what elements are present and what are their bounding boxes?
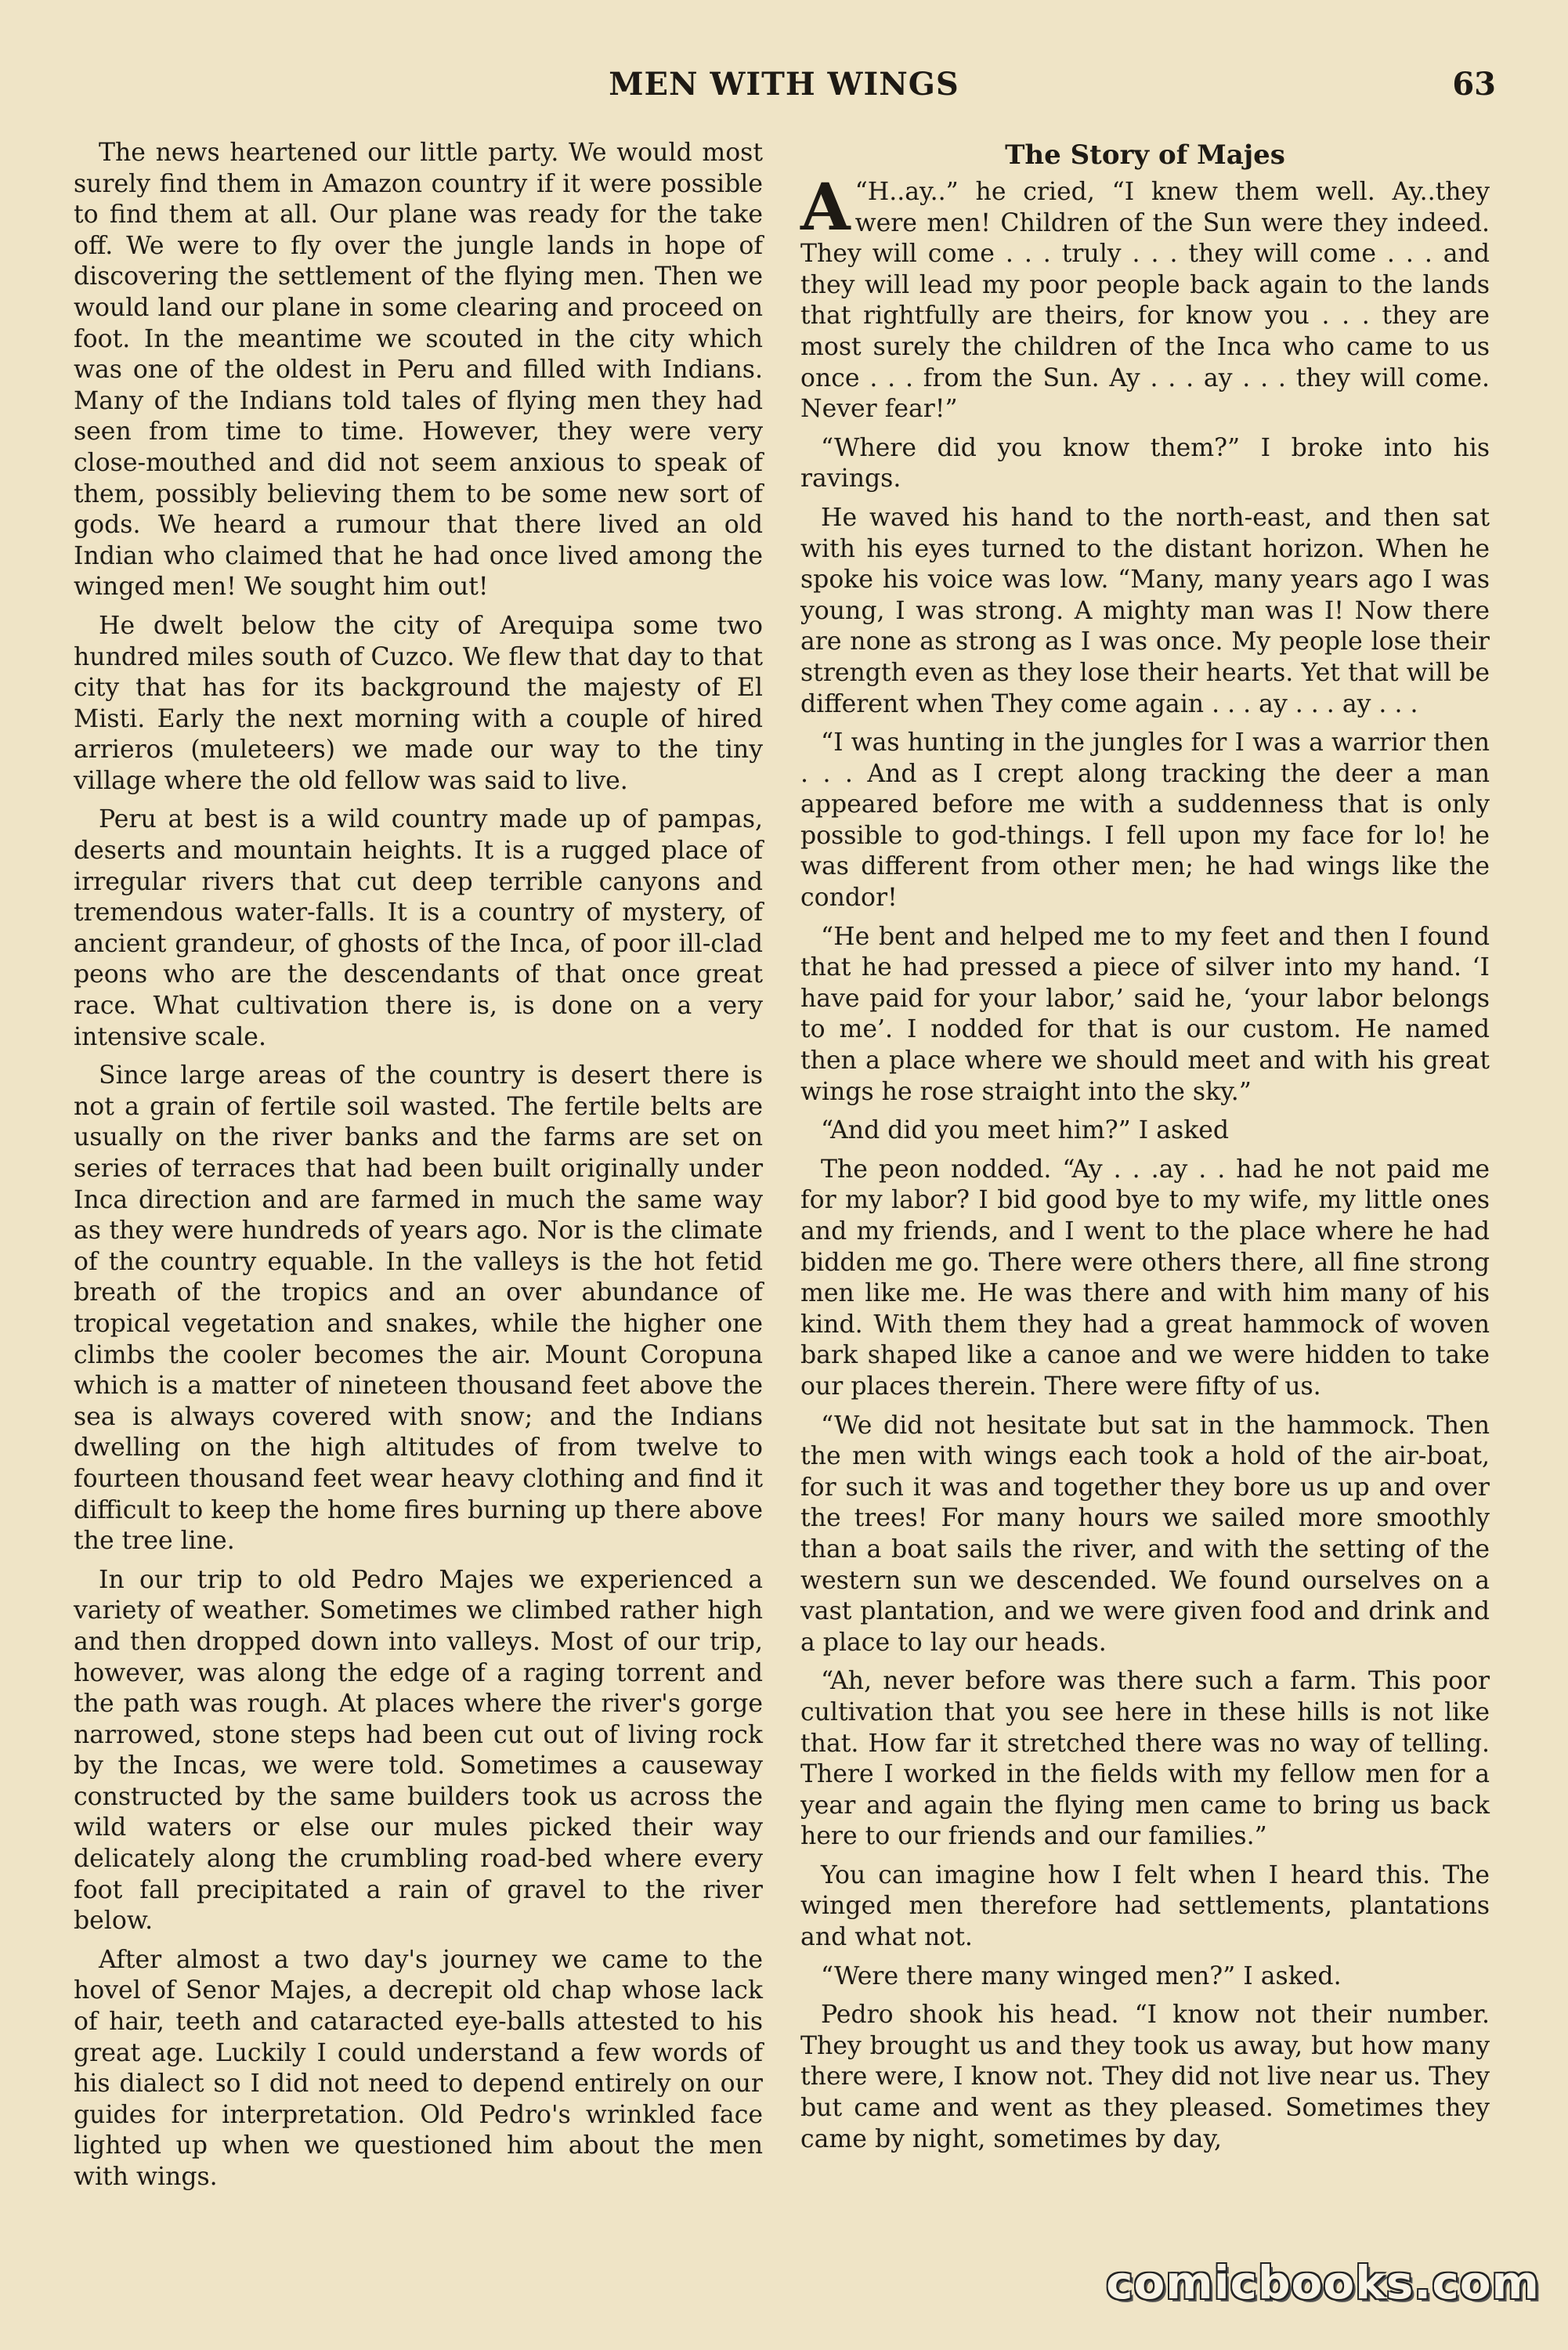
opening-quote: “ bbox=[854, 178, 868, 206]
left-column bbox=[74, 138, 763, 2201]
paragraph: “He bent and helped me to my feet and then I found that he had pressed a piece of silver into my hand. ‘I have paid for your labor,’ said he, ‘your labor belongs to me’. I nodded for that is our custom. He named then a place where we should meet and with his great wings he rose straight into the sky.” bbox=[800, 922, 1490, 1106]
paragraph: In our trip to old Pedro Majes we experienced a variety of weather. Sometimes we climbed rather high and then dropped down into valleys. Most of our trip, however, was along the edge of a raging torrent and the path was rough. At places where the river's gorge narrowed, stone steps had been cut out of living rock by the Incas, we were told. Sometimes a causeway constructed by the same builders took us across the wild waters or else our mules picked their way delicately along the crumbling road-bed where every foot fall precipitated a rain of gravel to the river below. bbox=[74, 1565, 763, 1936]
paragraph: You can imagine how I felt when I heard this. The winged men therefore had settlements, plantations and what not. bbox=[800, 1860, 1490, 1952]
page-number: 63 bbox=[1452, 66, 1496, 103]
paragraph: “Ah, never before was there such a farm. This poor cultivation that you see here in these hills is not like that. How far it stretched there was no way of telling. There I worked in the fields with my fellow men for a year and again the flying men came to bring us back here to our friends and our families.” bbox=[800, 1667, 1490, 1851]
running-title: MEN WITH WINGS bbox=[609, 66, 959, 103]
running-head bbox=[72, 66, 1496, 113]
paragraph: “Were there many winged men?” I asked. bbox=[821, 1961, 1342, 1990]
drop-cap: A bbox=[800, 170, 851, 245]
paragraph: Since large areas of the country is desert there is not a grain of fertile soil wasted. The fertile belts are usually on the river banks and the farms are set on series of terraces that had been built originally under Inca direction and are farmed in much the same way as they were hundreds of years ago. Nor is the climate of the country equable. In the valleys is the hot fetid breath of the tropics and an over abundance of tropical vegetation and snakes, while the higher one climbs the cooler becomes the air. Mount Coropuna which is a matter of nineteen thousand feet above the sea is always covered with snow; and the Indians dwelling on the high altitudes of from twelve to fourteen thousand feet wear heavy clothing and find it difficult to keep the home fires burning up there above the tree line. bbox=[74, 1061, 763, 1556]
paragraph: “Where did you know them?” I broke into his ravings. bbox=[800, 433, 1490, 494]
paragraph: “I was hunting in the jungles for I was a warrior then . . . And as I crept along tracking the deer a man appeared before me with a suddenness that is only possible to god-things. I fell upon my face for lo! he was different from other men; he had wings like the condor! bbox=[800, 728, 1490, 913]
paragraph: “And did you meet him?” I asked bbox=[821, 1116, 1230, 1145]
watermark-logo: comicbooks.com bbox=[1106, 2256, 1540, 2309]
paragraph: “We did not hesitate but sat in the hammock. Then the men with wings each took a hold of the air-boat, for such it was and together they bore us up and over the trees! For many hours we sailed more smoothly than a boat sails the river, and with the setting of the western sun we descended. We found ourselves on a vast plantation, and we were given food and drink and a place to lay our heads. bbox=[800, 1411, 1490, 1657]
paragraph: He waved his hand to the north-east, and then sat with his eyes turned to the distant horizon. When he spoke his voice was low. “Many, many years ago I was young, I was strong. A mighty man was I! Now there are none as strong as I was once. My people lose their strength even as they lose their hearts. Yet that will be different when They come again . . . ay . . . ay . . . bbox=[800, 503, 1490, 718]
section-heading: The Story of Majes bbox=[1005, 139, 1285, 171]
paragraph: He dwelt below the city of Arequipa some two hundred miles south of Cuzco. We flew that day to that city that has for its background the majesty of El Misti. Early the next morning with a couple of hired arrieros (muleteers) we made our way to the tiny village where the old fellow was said to live. bbox=[74, 611, 763, 795]
right-column bbox=[800, 138, 1490, 2163]
paragraph: Pedro shook his head. “I know not their number. They brought us and they took us away, but how many there were, I know not. They did not live near us. They but came and went as they pleased. Sometimes they came by night, sometimes by day, bbox=[800, 2001, 1490, 2153]
lead-paragraph bbox=[800, 170, 1490, 425]
paragraph: The news heartened our little party. We would most surely find them in Amazon country if it were possible to find them at all. Our plane was ready for the take off. We were to fly over the jungle lands in hope of discovering the settlement of the flying men. Then we would land our plane in some clearing and proceed on foot. In the meantime we scouted in the city which was one of the oldest in Peru and filled with Indians. Many of the Indians told tales of flying men they had seen from time to time. However, they were very close-mouthed and did not seem anxious to speak of them, possibly believing them to be some new sort of gods. We heard a rumour that there lived an old Indian who claimed that he had once lived among the winged men! We sought him out! bbox=[74, 139, 763, 602]
lead-text: H..ay..” he cried, “I knew them well. Ay..they were men! Children of the Sun were they indeed. They will come . . . truly . . . they will come . . . and they will lead my poor people back again to the lands that rightfully are theirs, for know you . . . they are most surely the children of the Inca who came to us once . . . from the Sun. Ay . . . ay . . . they will come. Never fear!” bbox=[800, 178, 1490, 424]
paragraph: Peru at best is a wild country made up of pampas, deserts and mountain heights. It is a rugged place of irregular rivers that cut deep terrible canyons and tremendous water-falls. It is a country of mystery, of ancient grandeur, of ghosts of the Inca, of poor ill-clad peons who are the descendants of that once great race. What cultivation there is, is done on a very intensive scale. bbox=[74, 805, 763, 1051]
paragraph: The peon nodded. “Ay . . .ay . . had he not paid me for my labor? I bid good bye to my wife, my little ones and my friends, and I went to the place where he had bidden me go. There were others there, all fine strong men like me. He was there and with him many of his kind. With them they had a great hammock of woven bark shaped like a canoe and we were hidden to take our places therein. There were fifty of us. bbox=[800, 1155, 1490, 1401]
paragraph: After almost a two day's journey we came to the hovel of Senor Majes, a decrepit old chap whose lack of hair, teeth and cataracted eye-balls attested to his great age. Luckily I could understand a few words of his dialect so I did not need to depend entirely on our guides for interpretation. Old Pedro's wrinkled face lighted up when we questioned him about the men with wings. bbox=[74, 1945, 763, 2191]
